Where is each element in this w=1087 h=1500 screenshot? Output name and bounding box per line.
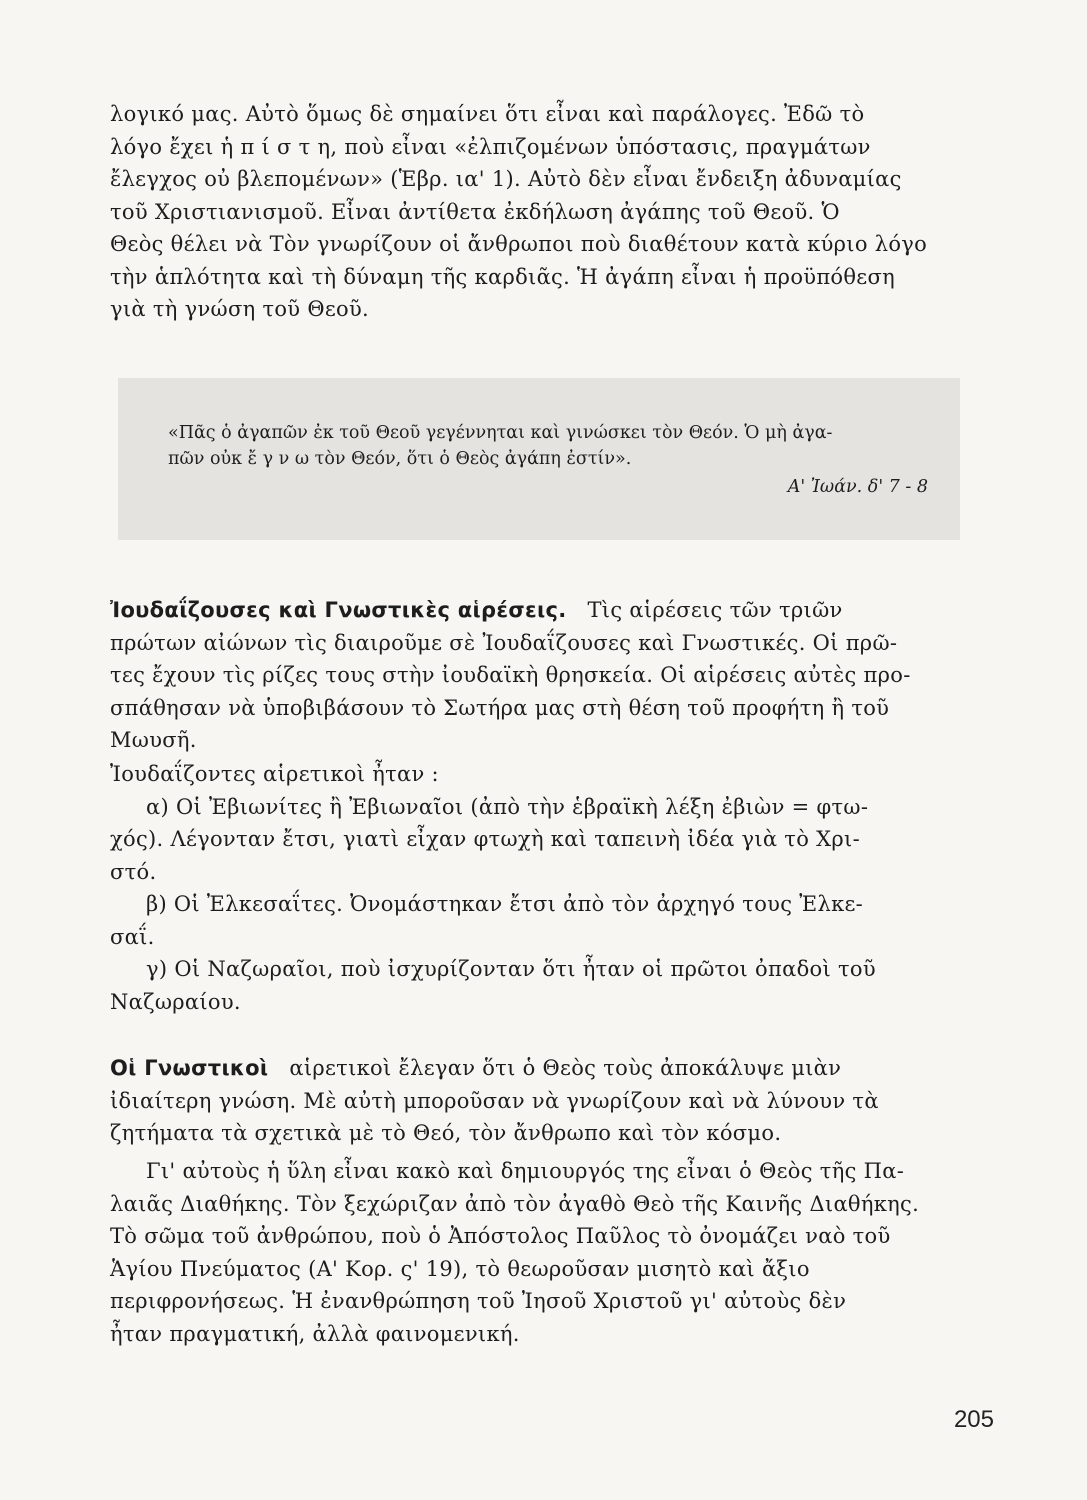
list-section: [110, 758, 960, 1018]
list-intro: Ἰουδαΐζοντες αἱρετικοὶ ἦταν :: [110, 762, 439, 786]
section-first-line: [110, 594, 960, 627]
list-item-b: β) Οἱ Ἐλκεσαΐτες. Ὀνομάστηκαν ἔτσι ἀπὸ τὸν ἀρχηγό τους Ἐλκε-: [146, 892, 864, 916]
text-line: ἰδιαίτερη γνώση. Μὲ αὐτὴ μποροῦσαν νὰ γνωρίζουν καὶ νὰ λύνουν τὰ: [110, 1088, 879, 1113]
text-line: ἦταν πραγματική, ἀλλὰ φαινομενική.: [110, 1321, 520, 1346]
text-line: στό.: [110, 859, 157, 884]
text-line: Γι' αὐτοὺς ἡ ὕλη εἶναι κακὸ καὶ δημιουργός της εἶναι ὁ Θεὸς τῆς Πα-: [146, 1159, 905, 1183]
quote-source: Α' Ἰωάν. δ' 7 - 8: [787, 477, 928, 497]
text-line: τοῦ Χριστιανισμοῦ. Εἶναι ἀντίθετα ἐκδήλωση ἀγάπης τοῦ Θεοῦ. Ὁ: [110, 199, 840, 224]
gnostics-paragraph: [110, 1052, 960, 1150]
section-heading: Ἰουδαΐζουσες καὶ Γνωστικὲς αἱρέσεις.: [110, 598, 567, 622]
text-line: τὴν ἁπλότητα καὶ τὴ δύναμη τῆς καρδιᾶς. Ἡ ἀγάπη εἶναι ἡ προϋπόθεση: [110, 264, 896, 289]
text-line: τες ἔχουν τὶς ρίζες τους στὴν ἰουδαϊκὴ θρησκεία. Οἱ αἱρέσεις αὐτὲς προ-: [110, 663, 911, 687]
text-line: Τὶς αἱρέσεις τῶν τριῶν: [587, 598, 843, 622]
text-line: γιὰ τὴ γνώση τοῦ Θεοῦ.: [110, 297, 370, 321]
list-item-c: γ) Οἱ Ναζωραῖοι, ποὺ ἰσχυρίζονταν ὅτι ἦταν οἱ πρῶτοι ὀπαδοὶ τοῦ: [146, 957, 876, 981]
page-number: 205: [953, 1406, 994, 1433]
text-line: Τὸ σῶμα τοῦ ἀνθρώπου, ποὺ ὁ Ἀπόστολος Παῦλος τὸ ὀνομάζει ναὸ τοῦ: [110, 1224, 891, 1248]
text-line: χός). Λέγονταν ἔτσι, γιατὶ εἶχαν φτωχὴ καὶ ταπεινὴ ἰδέα γιὰ τὸ Χρι-: [110, 827, 860, 851]
gnostics-first-line: [110, 1052, 960, 1085]
text-line: λόγο ἔχει ἡ π ί σ τ η, ποὺ εἶναι «ἐλπιζομένων ὑπόστασις, πραγμάτων: [110, 134, 871, 159]
text-line: Μωυσῆ.: [110, 728, 197, 752]
quote-line: «Πᾶς ὁ ἀγαπῶν ἐκ τοῦ Θεοῦ γεγέννηται καὶ γινώσκει τὸν Θεόν. Ὁ μὴ ἀγα-: [168, 423, 833, 443]
text-line: Ναζωραίου.: [110, 989, 241, 1014]
scripture-quote: [168, 420, 928, 500]
gnostics-heading: Οἱ Γνωστικοὶ: [110, 1056, 269, 1080]
text-line: αἱρετικοὶ ἔλεγαν ὅτι ὁ Θεὸς τοὺς ἀποκάλυψε μιὰν: [289, 1056, 842, 1080]
list-item-a: α) Οἱ Ἐβιωνίτες ἢ Ἐβιωναῖοι (ἀπὸ τὴν ἑβραϊκὴ λέξη ἐβιὼν = φτω-: [146, 794, 869, 819]
section-paragraph: [110, 594, 960, 757]
text-line: Θεὸς θέλει νὰ Τὸν γνωρίζουν οἱ ἄνθρωποι ποὺ διαθέτουν κατὰ κύριο λόγο: [110, 232, 928, 256]
text-line: πρώτων αἰώνων τὶς διαιροῦμε σὲ Ἰουδαΐζουσες καὶ Γνωστικές. Οἱ πρῶ-: [110, 630, 898, 655]
text-line: σαΐ.: [110, 924, 155, 949]
text-line: λαιᾶς Διαθήκης. Τὸν ξεχώριζαν ἀπὸ τὸν ἀγαθὸ Θεὸ τῆς Καινῆς Διαθήκης.: [110, 1191, 920, 1216]
text-line: ἔλεγχος οὐ βλεπομένων» (Ἑβρ. ια' 1). Αὐτὸ δὲν εἶναι ἔνδειξη ἀδυναμίας: [110, 167, 902, 191]
text-line: λογικό μας. Αὐτὸ ὅμως δὲ σημαίνει ὅτι εἶναι καὶ παράλογες. Ἐδῶ τὸ: [110, 102, 865, 126]
top-paragraph: [110, 98, 960, 326]
text-line: Ἁγίου Πνεύματος (Α' Κορ. ς' 19), τὸ θεωροῦσαν μισητὸ καὶ ἄξιο: [110, 1256, 810, 1281]
text-line: σπάθησαν νὰ ὑποβιβάσουν τὸ Σωτήρα μας στὴ θέση τοῦ προφήτη ἢ τοῦ: [110, 695, 890, 720]
text-line: ζητήματα τὰ σχετικὰ μὲ τὸ Θεό, τὸν ἄνθρωπο καὶ τὸν κόσμο.: [110, 1121, 782, 1145]
last-paragraph: [110, 1155, 960, 1350]
text-line: περιφρονήσεως. Ἡ ἐνανθρώπηση τοῦ Ἰησοῦ Χριστοῦ γι' αὐτοὺς δὲν: [110, 1289, 847, 1313]
quote-line: πῶν οὐκ ἔ γ ν ω τὸν Θεόν, ὅτι ὁ Θεὸς ἀγάπη ἐστίν».: [168, 449, 632, 469]
